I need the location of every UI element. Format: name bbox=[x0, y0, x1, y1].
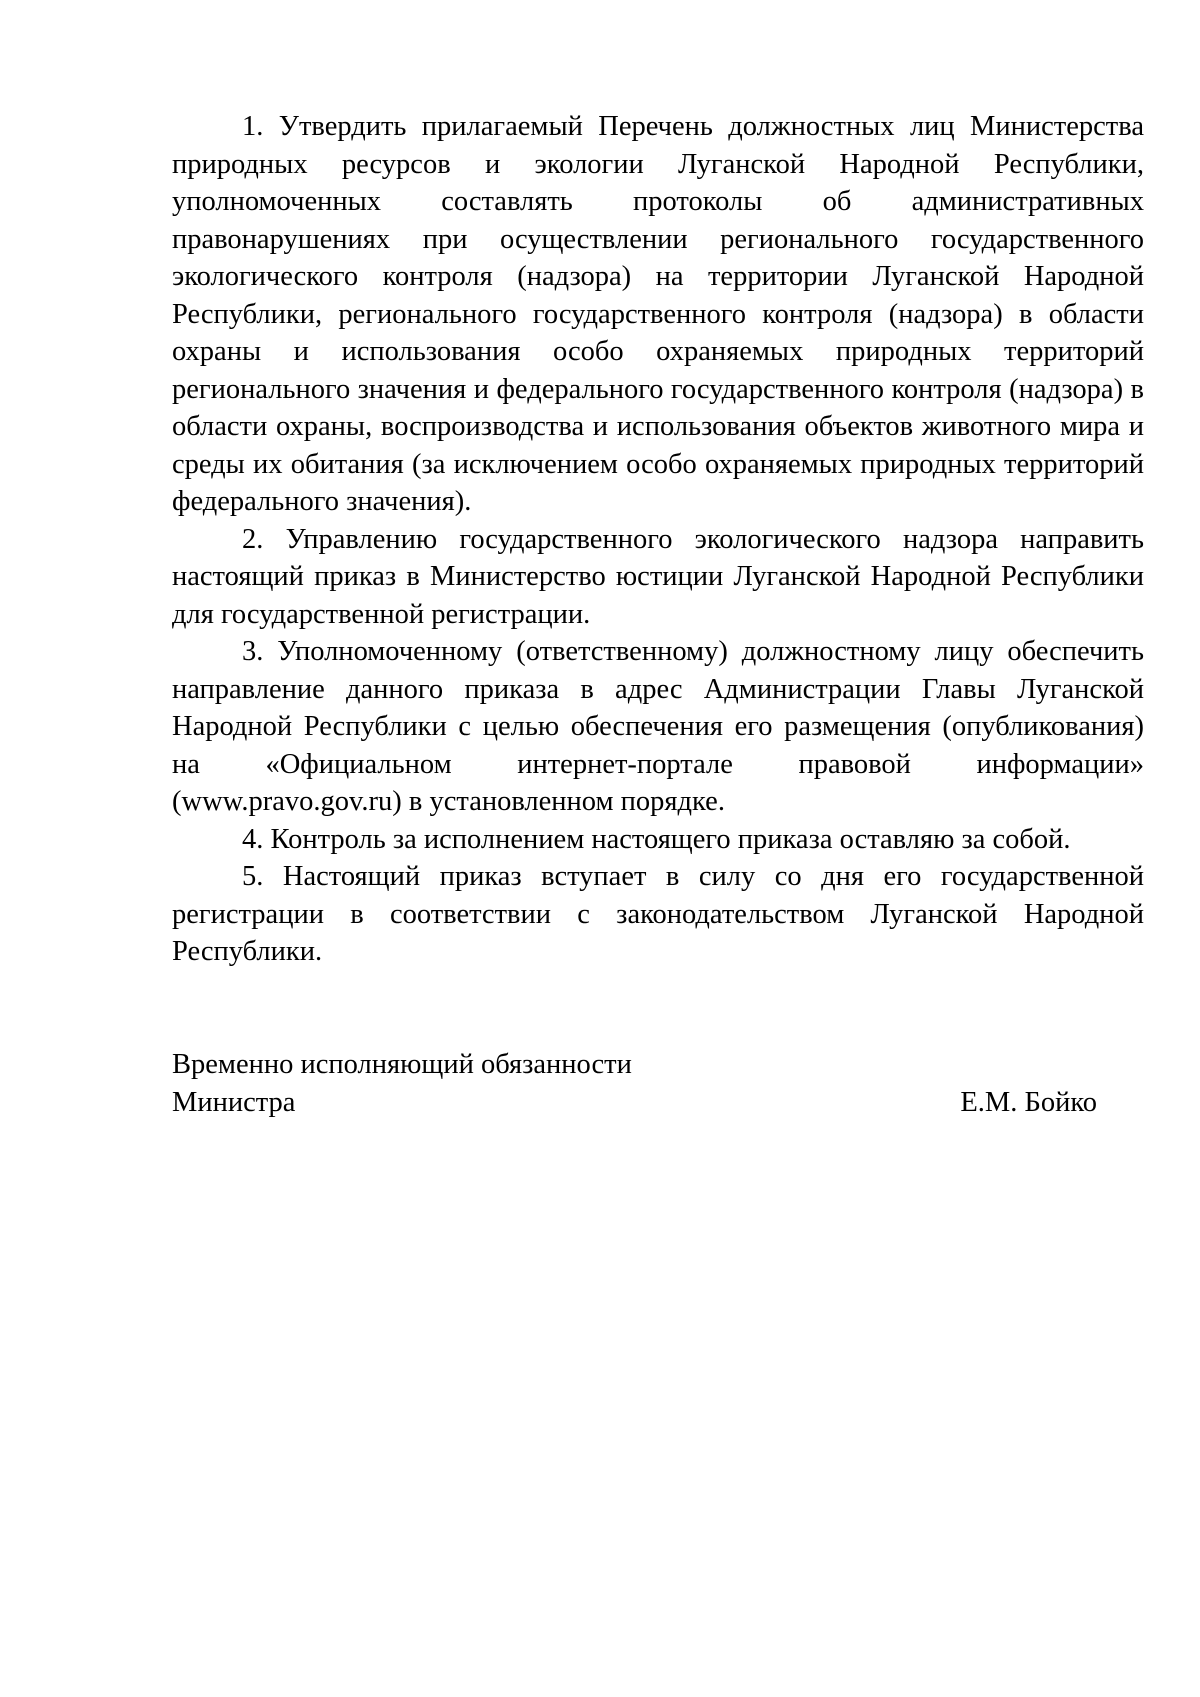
signature-position-title: Временно исполняющий обязанности bbox=[172, 1049, 632, 1080]
signature-block bbox=[172, 1046, 1097, 1121]
paragraph-5: 5. Настоящий приказ вступает в силу со дня его государственной регистрации в соответствии с законодательством Луганской Народной Республики. bbox=[172, 861, 1144, 967]
document-body bbox=[172, 108, 1144, 971]
paragraph-1: 1. Утвердить прилагаемый Перечень должностных лиц Министерства природных ресурсов и экологии Луганской Народной Республики, уполномоченных составлять протоколы об административных правонарушениях при осуществлении регионального государственного экологического контроля (надзора) на территории Луганской Народной Республики, регионального государственного контроля (надзора) в области охраны и использования особо охраняемых природных территорий регионального значения и федерального государственного контроля (надзора) в области охраны, воспроизводства и использования объектов животного мира и среды их обитания (за исключением особо охраняемых природных территорий федерального значения). bbox=[172, 111, 1144, 517]
paragraph-3: 3. Уполномоченному (ответственному) должностному лицу обеспечить направление данного приказа в адрес Администрации Главы Луганской Народной Республики с целью обеспечения его размещения (опубликования) на «Официальном интернет-портале правовой информации» (www.pravo.gov.ru) в установленном порядке. bbox=[172, 636, 1144, 817]
signatory-name: Е.М. Бойко bbox=[960, 1086, 1097, 1118]
signature-position-line-2 bbox=[172, 1084, 1097, 1122]
paragraph-4: 4. Контроль за исполнением настоящего приказа оставляю за собой. bbox=[242, 823, 1071, 855]
signature-position-minister: Министра bbox=[172, 1086, 296, 1118]
signature-position-line-1 bbox=[172, 1046, 1097, 1084]
paragraph-2: 2. Управлению государственного экологического надзора направить настоящий приказ в Министерство юстиции Луганской Народной Республики для государственной регистрации. bbox=[172, 523, 1144, 630]
